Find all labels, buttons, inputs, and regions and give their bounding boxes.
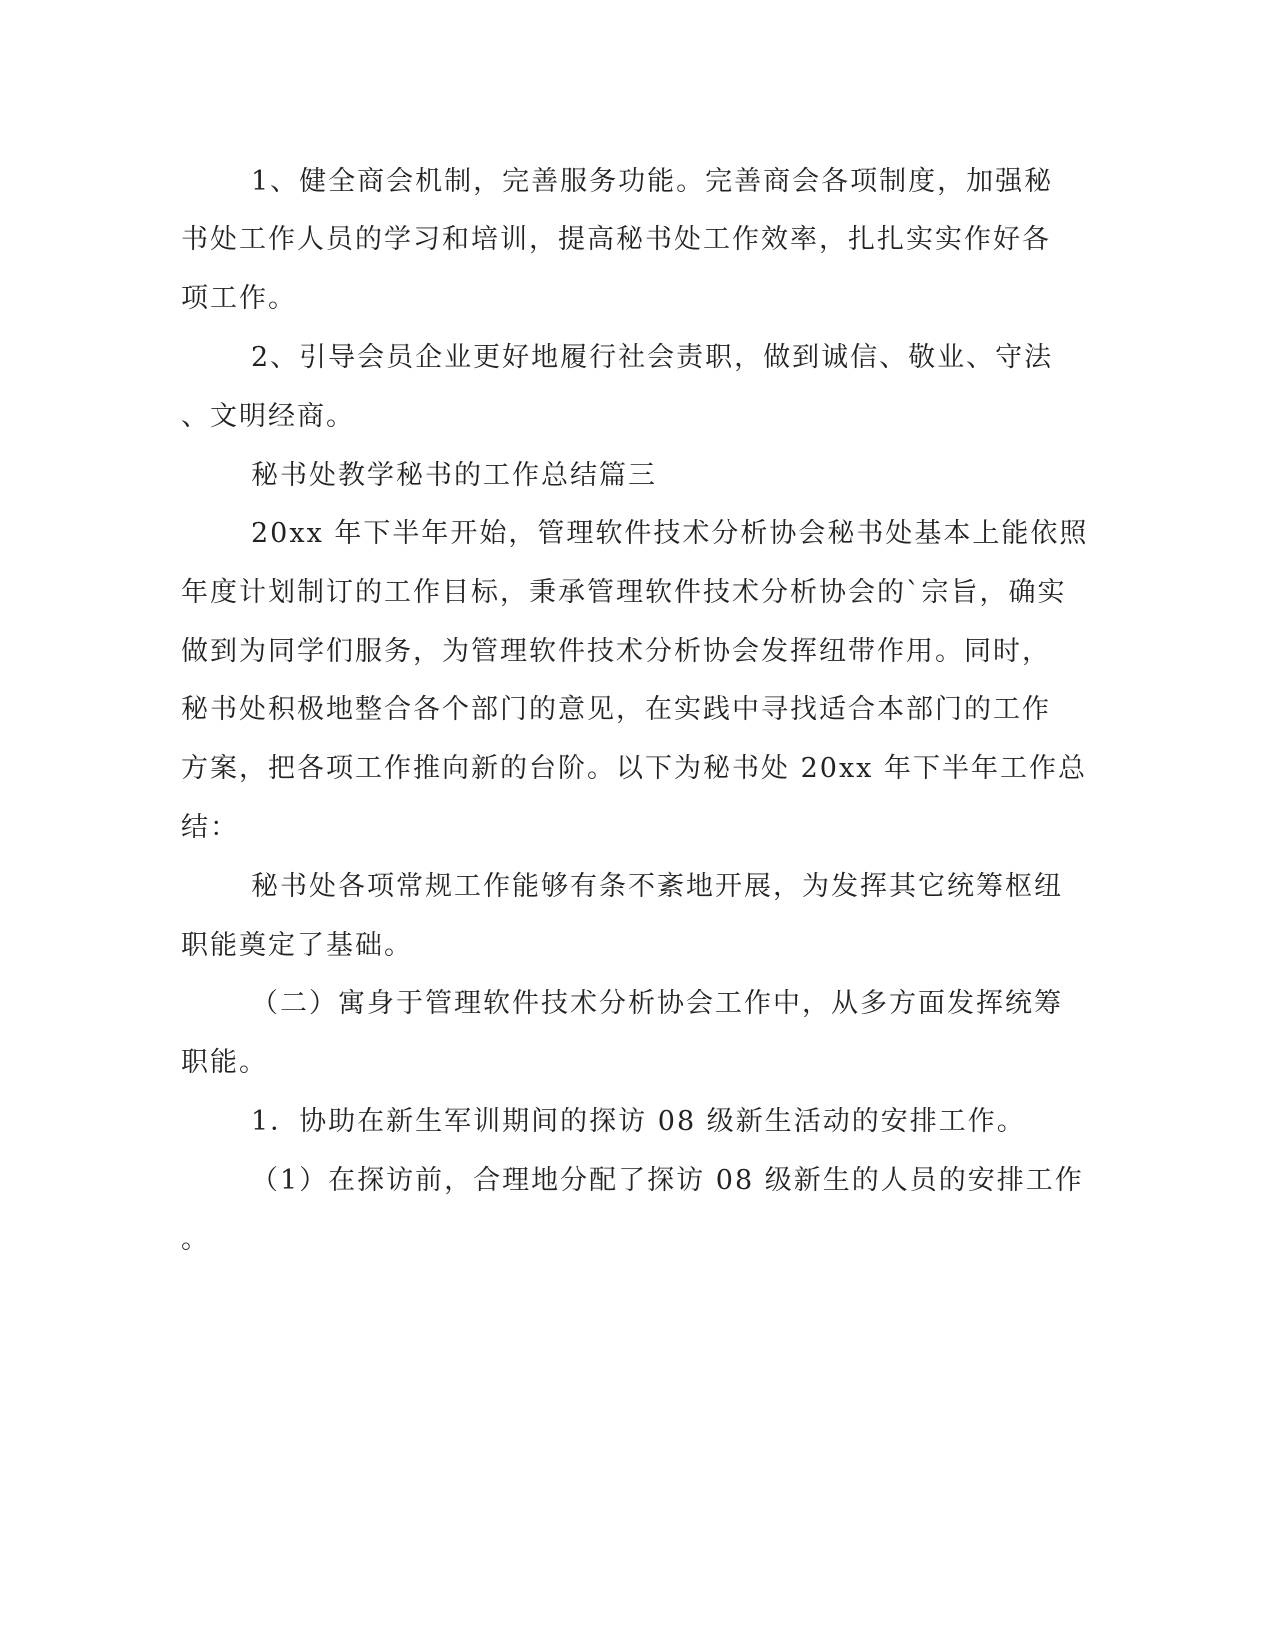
paragraph-1-line-2: 书处工作人员的学习和培训，提高秘书处工作效率，扎扎实实作好各	[181, 224, 1051, 255]
paragraph-1-line-1: 1、健全商会机制，完善服务功能。完善商会各项制度，加强秘	[251, 166, 1054, 197]
paragraph-4-line-1: 秘书处各项常规工作能够有条不紊地开展，为发挥其它统筹枢纽	[251, 871, 1063, 902]
section-heading: 秘书处教学秘书的工作总结篇三	[251, 460, 657, 491]
paragraph-7-line-2: 。	[181, 1224, 210, 1255]
paragraph-3-line-4: 秘书处积极地整合各个部门的意见，在实践中寻找适合本部门的工作	[181, 694, 1051, 725]
paragraph-3-line-3: 做到为同学们服务，为管理软件技术分析协会发挥纽带作用。同时，	[181, 636, 1051, 667]
paragraph-7-line-1: （1）在探访前，合理地分配了探访 08 级新生的人员的安排工作	[251, 1165, 1084, 1196]
paragraph-4-line-2: 职能奠定了基础。	[181, 930, 413, 961]
paragraph-3-line-2: 年度计划制订的工作目标，秉承管理软件技术分析协会的`宗旨，确实	[181, 577, 1067, 608]
paragraph-3-line-5: 方案，把各项工作推向新的台阶。以下为秘书处 20xx 年下半年工作总	[181, 753, 1087, 784]
paragraph-3-line-6: 结：	[181, 812, 239, 843]
paragraph-1-line-3: 项工作。	[181, 283, 297, 314]
paragraph-2-line-1: 2、引导会员企业更好地履行社会责职，做到诚信、敬业、守法	[251, 342, 1054, 373]
paragraph-2-line-2: 、文明经商。	[181, 401, 355, 432]
paragraph-6-line-1: 1．协助在新生军训期间的探访 08 级新生活动的安排工作。	[251, 1106, 1026, 1137]
paragraph-5-line-2: 职能。	[181, 1047, 268, 1078]
paragraph-5-line-1: （二）寓身于管理软件技术分析协会工作中，从多方面发挥统筹	[251, 988, 1063, 1019]
paragraph-3-line-1: 20xx 年下半年开始，管理软件技术分析协会秘书处基本上能依照	[251, 518, 1089, 549]
